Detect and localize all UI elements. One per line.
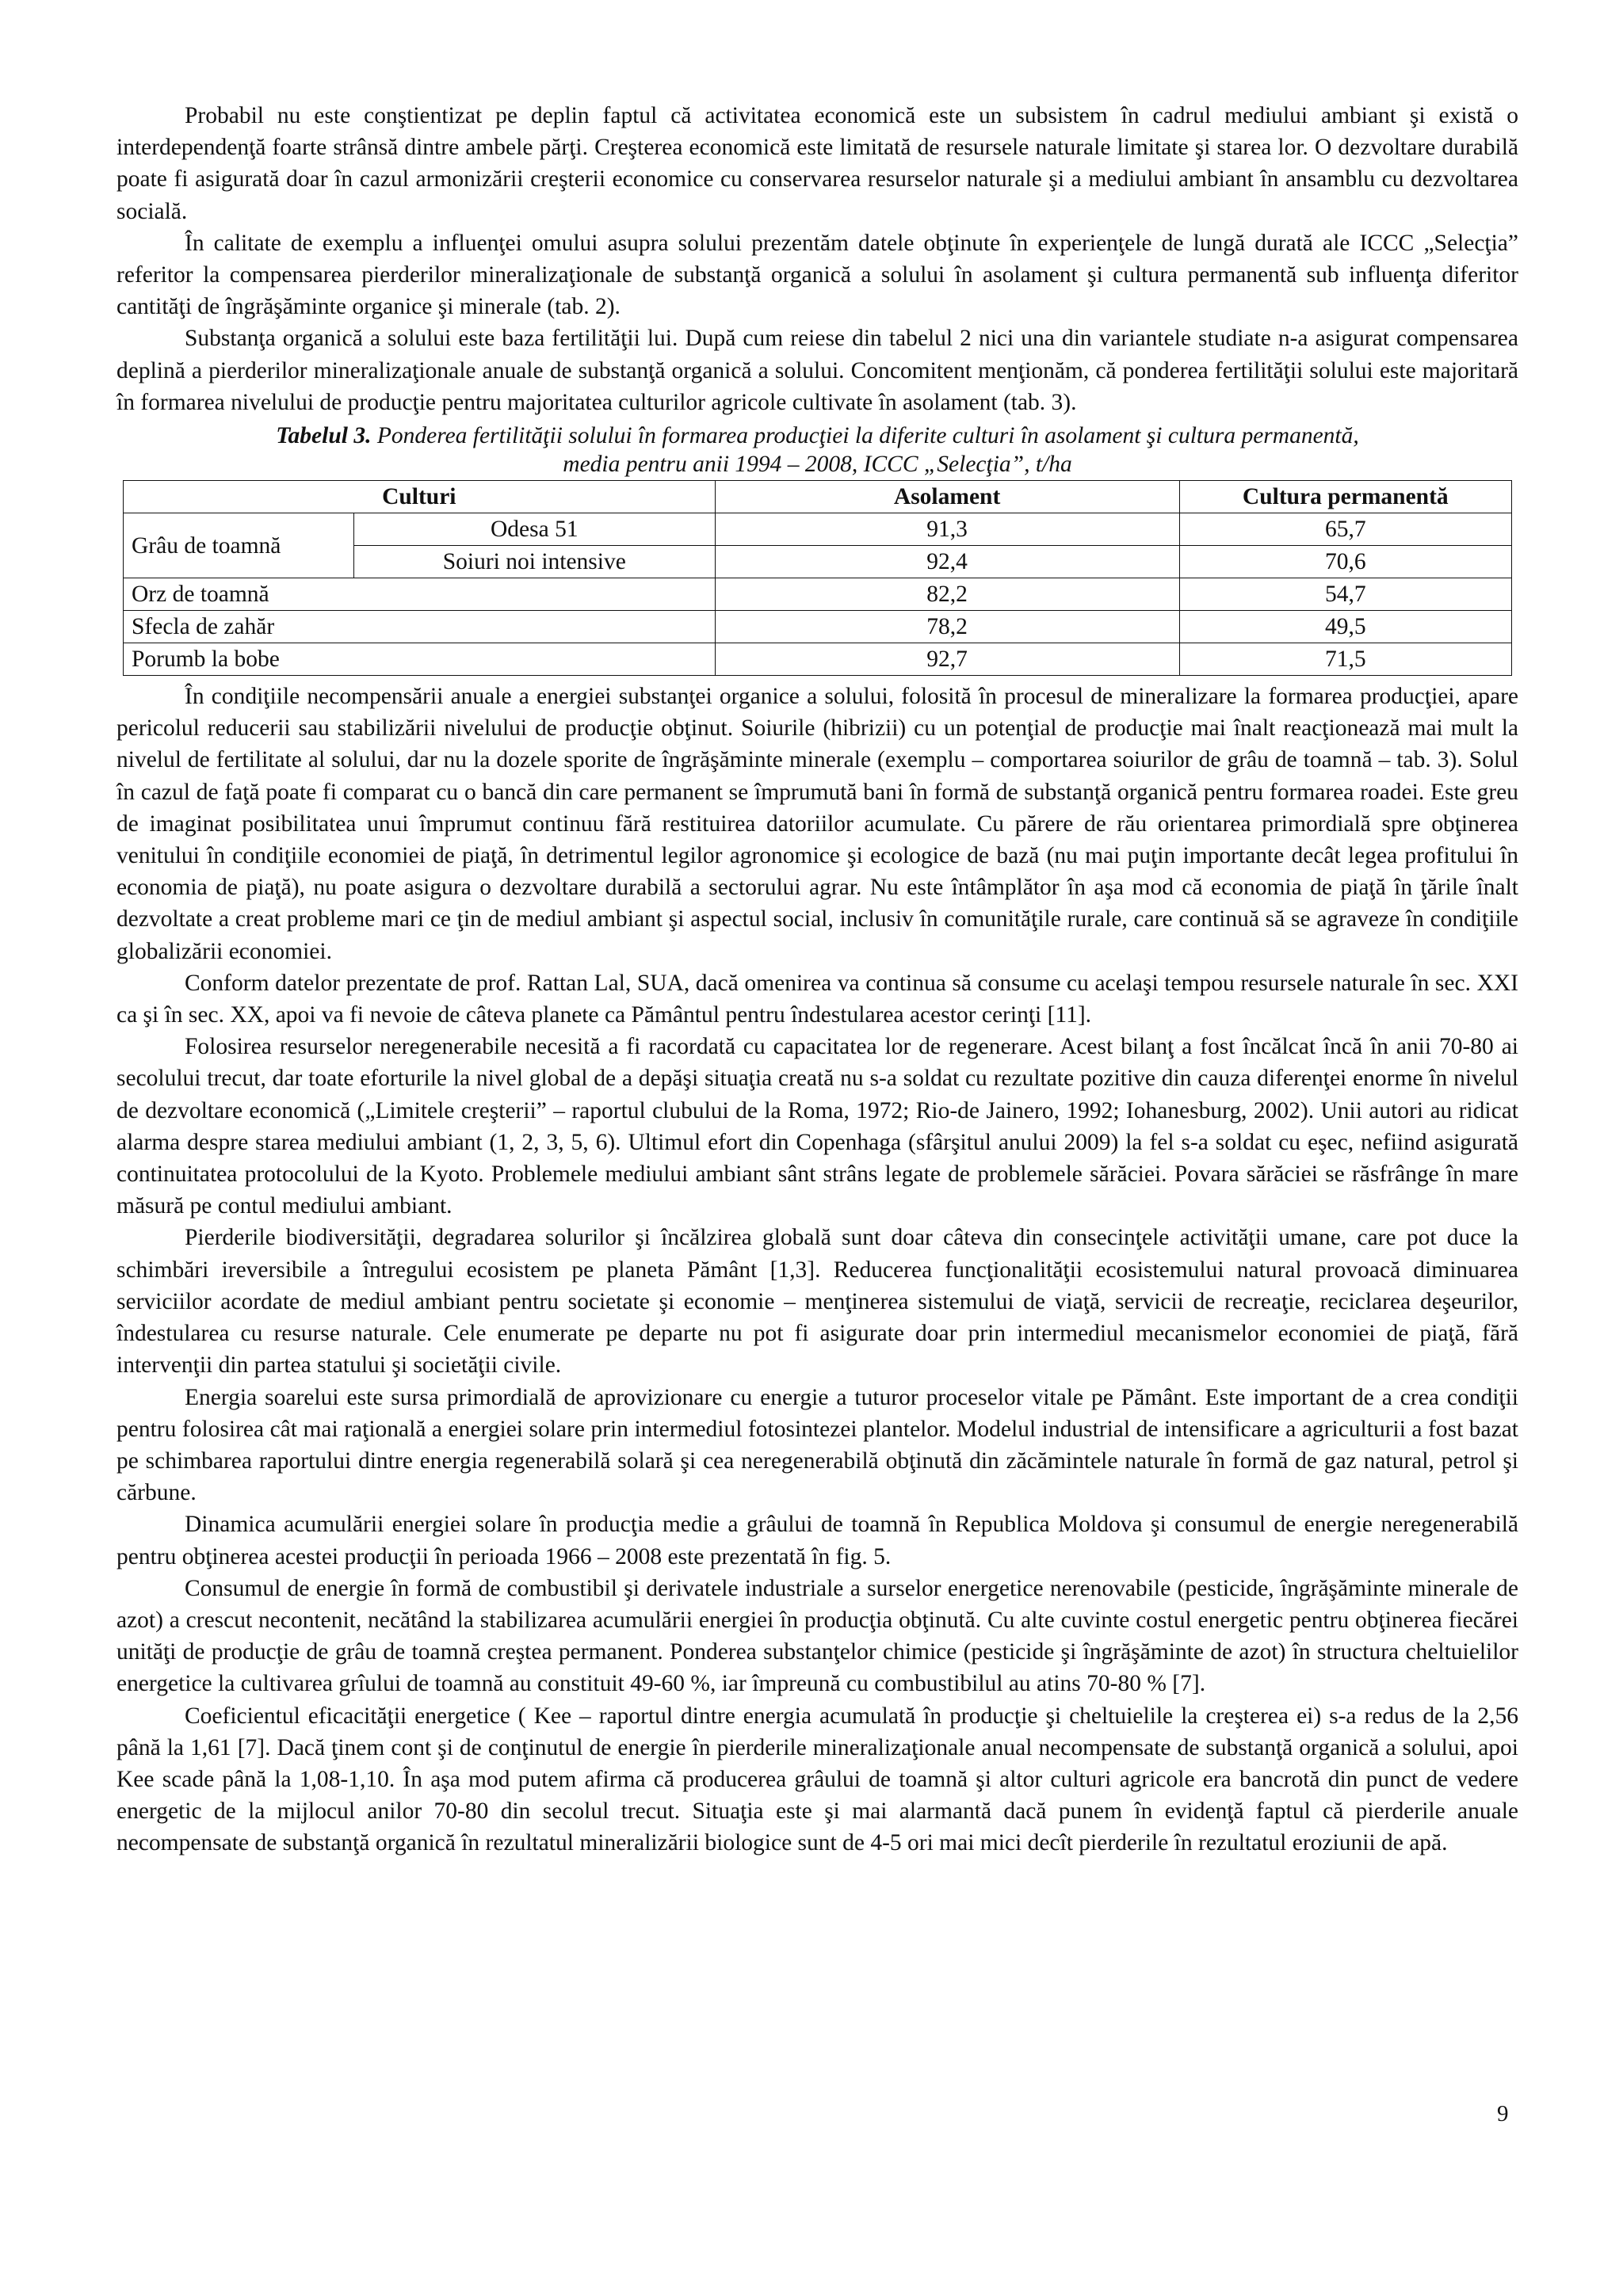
paragraph: Consumul de energie în formă de combustibil şi derivatele industriale a surselor energetice nerenovabile (pesticide, îngrăşăminte minerale de azot) a crescut necontenit, necătând la stabilizarea acumulării energiei în producţia obţinută. Cu alte cuvinte costul energetic pentru obţinerea fiecărei unităţi de producţie de grâu de toamnă creştea permanent. Ponderea substanţelor chimice (pesticide şi îngrăşăminte de azot) în structura cheltuielilor energetice la cultivarea grîului de toamnă au constituit 49-60 %, iar împreună cu combustibilul au atins 70-80 % [7]. [116,1575,1518,1697]
paragraph: În condiţiile necompensării anuale a energiei substanţei organice a solului, folosită în procesul de mineralizare la formarea producţiei, apare pericolul reducerii sau stabilizării nivelului de producţie obţinut. Soiurile (hibrizii) cu un potenţial de producţie mai înalt reacţionează mai mult la nivelul de fertilitate al solului, dar nu la dozele sporite de îngrăşăminte minerale (exemplu – comportarea soiurilor de grâu de toamnă – tab. 3). Solul în cazul de faţă poate fi comparat cu o bancă din care permanent se împrumută bani în formă de substanţă organică pentru formarea roadei. Este greu de imaginat posibilitatea unui împrumut continuu fără restituirea datoriilor acumulate. Cu părere de rău orientarea primordială spre obţinerea venitului în condiţiile economiei de piaţă, în detrimentul legilor agronomice şi ecologice de bază (nu mai puţin importante decât legea profitului în economia de piaţă), nu poate asigura o dezvoltare durabilă a sectorului agrar. Nu este întâmplător în aşa mod că economia de piaţă în ţările înalt dezvoltate a creat probleme mari ce ţin de mediul ambiant şi aspectul social, inclusiv în comunităţile rurale, care continuă să se agraveze în condiţiile globalizării economiei. [116,684,1518,964]
table-caption-line2: media pentru anii 1994 – 2008, ICCC „Selecţia”, t/ha [563,452,1072,478]
page-content [116,100,1518,1859]
page-number: 9 [1497,2101,1509,2126]
table-caption-label: Tabelul 3. [276,423,372,449]
permanenta-cell: 65,7 [1179,513,1511,546]
paragraph: Conform datelor prezentate de prof. Rattan Lal, SUA, dacă omenirea va continua să consume cu acelaşi tempou resursele naturale în sec. XXI ca şi în sec. XX, apoi va fi nevoie de câteva planete ca Pământul pentru îndestularea acestor cerinţi [11]. [116,970,1518,1028]
paragraph: Probabil nu este conştientizat pe deplin faptul că activitatea economică este un subsistem în cadrul mediului ambiant şi există o interdependenţă foarte strânsă dintre ambele părţi. Creşterea economică este limitată de resursele naturale limitate şi starea lor. O dezvoltare durabilă poate fi asigurată doar în cazul armonizării creşterii economice cu conservarea resurselor naturale şi a mediului ambiant în ansamblu cu dezvoltarea socială. [116,103,1518,224]
paragraph: Dinamica acumulării energiei solare în producţia medie a grâului de toamnă în Republica Moldova şi consumul de energie neregenerabilă pentru obţinerea acestei producţii în perioada 1966 – 2008 este prezentată în fig. 5. [116,1512,1518,1569]
table-header-row [124,481,1512,513]
asolament-cell: 92,7 [715,643,1179,676]
paragraph: Substanţa organică a solului este baza fertilităţii lui. După cum reiese din tabelul 2 nici una din variantele studiate n-a asigurat compensarea deplină a pierderilor mineralizaţionale anuale de substanţă organică a solului. Concomitent menţionăm, că ponderea fertilităţii solului este majoritară în formarea nivelului de producţie pentru majoritatea culturilor agricole cultivate în asolament (tab. 3). [116,326,1518,415]
permanenta-cell: 54,7 [1179,578,1511,611]
asolament-cell: 78,2 [715,611,1179,643]
header-asolament: Asolament [715,481,1179,513]
asolament-cell: 92,4 [715,546,1179,578]
table-row [124,611,1512,643]
paragraph: Pierderile biodiversităţii, degradarea solurilor şi încălzirea globală sunt doar câteva din consecinţele activităţii umane, care pot duce la schimbări ireversibile a întregului ecosistem pe planeta Pământ [1,3]. Reducerea funcţionalităţii ecosistemului natural provoacă diminuarea serviciilor acordate de mediul ambiant pentru societate şi economie – menţinerea sistemului de viaţă, servicii de recreaţie, reciclarea deşeurilor, îndestularea cu resurse naturale. Cele enumerate pe departe nu pot fi asigurate doar prin intermediul mecanismelor economiei de piaţă, fără intervenţii din partea statului şi societăţii civile. [116,1225,1518,1379]
variety-cell: Soiuri noi intensive [354,546,716,578]
permanenta-cell: 49,5 [1179,611,1511,643]
permanenta-cell: 70,6 [1179,546,1511,578]
asolament-cell: 82,2 [715,578,1179,611]
permanenta-cell: 71,5 [1179,643,1511,676]
data-table [123,480,1512,676]
table-caption-line1: Ponderea fertilităţii solului în formarea producţiei la diferite culturi în asolament şi cultura permanentă, [376,423,1359,449]
variety-cell: Odesa 51 [354,513,716,546]
crop-grau: Grâu de toamnă [124,513,354,578]
asolament-cell: 91,3 [715,513,1179,546]
header-cultura-permanenta: Cultura permanentă [1179,481,1511,513]
paragraph: Energia soarelui este sursa primordială de aprovizionare cu energie a tuturor proceselor vitale pe Pământ. Este important de a crea condiţii pentru folosirea cât mai raţională a energiei solare prin intermediul fotosintezei plantelor. Modelul industrial de intensificare a agriculturii a fost bazat pe schimbarea raportului dintre energia regenerabilă solară şi cea neregenerabilă obţinută din zăcămintele naturale în formă de gaz natural, petrol şi cărbune. [116,1384,1518,1506]
crop-cell: Orz de toamnă [124,578,716,611]
paragraph: Folosirea resurselor neregenerabile necesită a fi racordată cu capacitatea lor de regenerare. Acest bilanţ a fost încălcat încă în anii 70-80 ai secolului trecut, dar toate eforturile la nivel global de a depăşi situaţia creată nu s-a soldat cu rezultate pozitive din cauza diferenţei enorme în nivelul de dezvoltare economică („Limitele creşterii” – raportul clubului de la Roma, 1972; Rio-de Jainero, 1992; Iohanesburg, 2002). Unii autori au ridicat alarma despre starea mediului ambiant (1, 2, 3, 5, 6). Ultimul efort din Copenhaga (sfârşitul anului 2009) la fel s-a soldat cu eşec, nefiind asigurată continuitatea protocolului de la Kyoto. Problemele mediului ambiant sânt strâns legate de problemele sărăciei. Povara sărăciei se răsfrânge în mare măsură pe contul mediului ambiant. [116,1034,1518,1219]
table-row [124,578,1512,611]
paragraph: Coeficientul eficacităţii energetice ( Kee – raportul dintre energia acumulată în producţie şi cheltuielile la creşterea ei) s-a redus de la 2,56 până la 1,61 [7]. Dacă ţinem cont şi de conţinutul de energie în pierderile mineralizaţionale anual necompensate de substanţă organică a solului, apoi Kee scade până la 1,08-1,10. În aşa mod putem afirma că producerea grâului de toamnă şi altor culturi agricole era bancrotă din punct de vedere energetic de la mijlocul anilor 70-80 din secolul trecut. Situaţia este şi mai alarmantă dacă punem în evidenţă faptul că pierderile anuale necompensate de substanţă organică în rezultatul mineralizării biologice sunt de 4-5 ori mai mici decît pierderile în rezultatul eroziunii de apă. [116,1703,1518,1856]
header-culturi: Culturi [124,481,716,513]
table-row [124,513,1512,546]
table-row [124,643,1512,676]
crop-cell: Sfecla de zahăr [124,611,716,643]
crop-cell: Porumb la bobe [124,643,716,676]
table-caption [116,421,1518,479]
paragraph: În calitate de exemplu a influenţei omului asupra solului prezentăm datele obţinute în experienţele de lungă durată ale ICCC „Selecţia” referitor la compensarea pierderilor mineralizaţionale de substanţă organică a solului în asolament şi cultura permanentă sub influenţa diferitor cantităţi de îngrăşăminte organice şi minerale (tab. 2). [116,230,1518,320]
